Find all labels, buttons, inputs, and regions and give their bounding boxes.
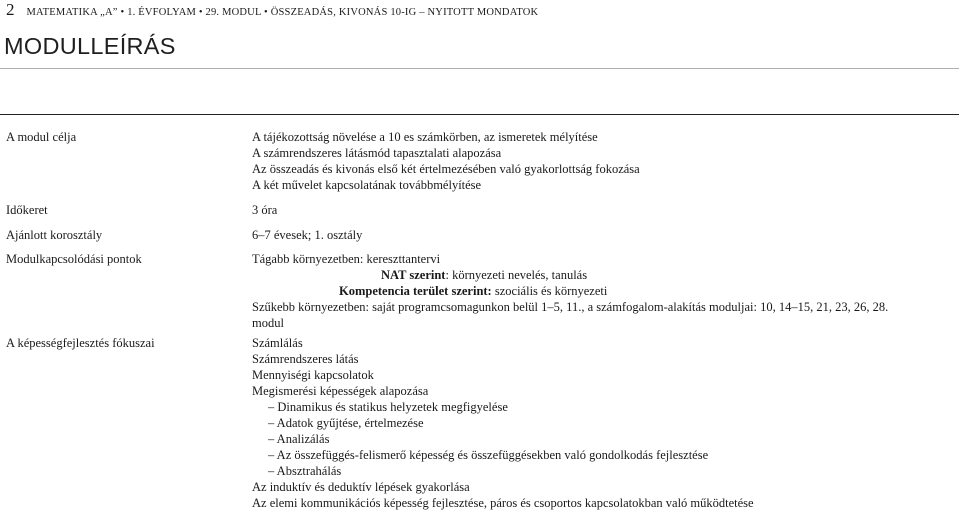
goal-line: A számrendszeres látásmód tapasztalati alapozása (252, 146, 502, 160)
connection-keyword: Kompetencia terület szerint: (339, 284, 492, 298)
focus-item: Az induktív és deduktív lépések gyakorlása (252, 480, 470, 494)
connection-line (252, 267, 888, 283)
value-modul-celja (252, 129, 640, 193)
value-modulkapcsolodas (252, 251, 888, 331)
running-head: MATEMATIKA „A” • 1. ÉVFOLYAM • 29. MODUL • ÖSSZEADÁS, KIVONÁS 10-IG – NYITOTT MONDATOK (26, 7, 539, 18)
connection-text: : környezeti nevelés, tanulás (445, 268, 588, 282)
label-modulkapcsolodas: Modulkapcsolódási pontok (6, 252, 142, 266)
title-divider (0, 68, 959, 69)
focus-item: Számrendszeres látás (252, 352, 359, 366)
connection-line: Tágabb környezetben: kereszttantervi (252, 252, 441, 266)
label-idokeret: Időkeret (6, 203, 48, 217)
table-top-rule (0, 114, 959, 115)
focus-item: Megismerési képességek alapozása (252, 384, 429, 398)
focus-item: Számlálás (252, 336, 303, 350)
page-header (6, 0, 538, 18)
label-modul-celja: A modul célja (6, 130, 77, 144)
focus-item: Mennyiségi kapcsolatok (252, 368, 374, 382)
focus-subitem: – Dinamikus és statikus helyzetek megfigyelése (268, 400, 508, 414)
goal-line: Az összeadás és kivonás első két értelmezésében való gyakorlottság fokozása (252, 162, 640, 176)
connection-line: Szűkebb környezetben: saját programcsomagunkon belül 1–5, 11., a számfogalom-alakítás moduljai: 10, 14–15, 21, 23, 26, 28. (252, 300, 889, 314)
focus-subitem: – Analizálás (268, 432, 330, 446)
label-kepessegfejlesztes: A képességfejlesztés fókuszai (6, 336, 155, 350)
goal-line: A tájékozottság növelése a 10 es számkörben, az ismeretek mélyítése (252, 130, 598, 144)
label-korosztaly: Ajánlott korosztály (6, 228, 103, 242)
connection-line (252, 283, 888, 299)
value-kepessegfejlesztes (252, 335, 754, 511)
page-number: 2 (6, 0, 15, 19)
goal-line: A két művelet kapcsolatának továbbmélyítése (252, 178, 482, 192)
focus-subitem: – Absztrahálás (268, 464, 342, 478)
value-idokeret: 3 óra (252, 203, 278, 217)
connection-text: szociális és környezeti (491, 284, 608, 298)
value-korosztaly: 6–7 évesek; 1. osztály (252, 228, 363, 242)
focus-subitem: – Adatok gyűjtése, értelmezése (268, 416, 424, 430)
page-title: MODULLEÍRÁS (4, 33, 176, 59)
connection-keyword: NAT szerint (381, 268, 446, 282)
connection-line: modul (252, 316, 284, 330)
focus-subitem: – Az összefüggés-felismerő képesség és összefüggésekben való gondolkodás fejlesztése (268, 448, 709, 462)
focus-item: Az elemi kommunikációs képesség fejlesztése, páros és csoportos kapcsolatokban való működtetése (252, 496, 754, 510)
